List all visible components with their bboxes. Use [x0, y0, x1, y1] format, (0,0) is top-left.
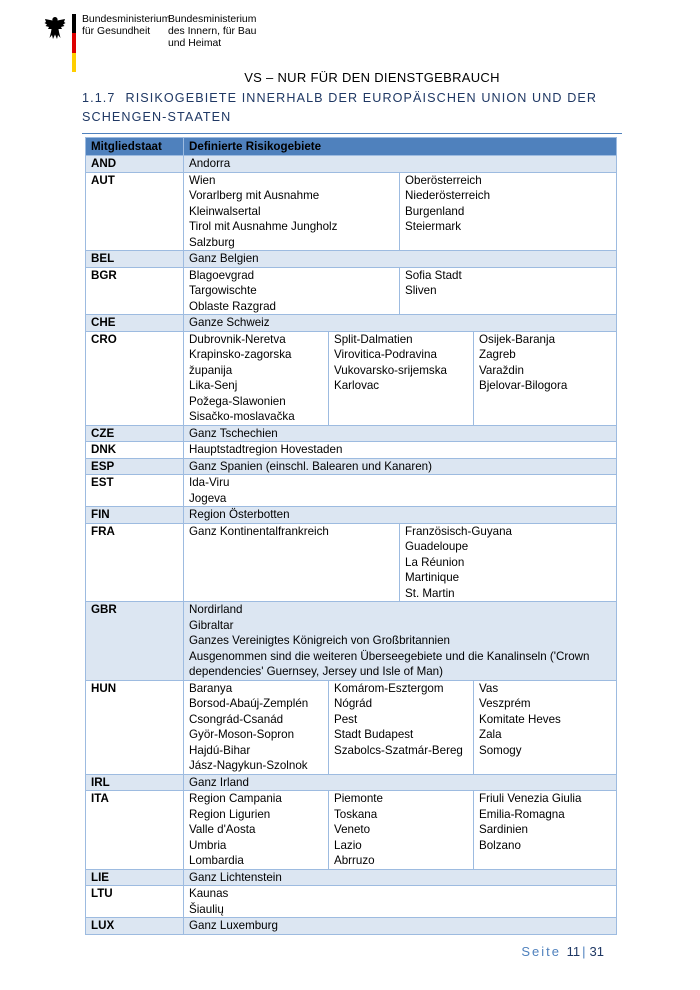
risk-area-entry: Vukovarsko-srijemska	[334, 363, 447, 377]
ministry-interior-line: Bundesministerium	[168, 14, 257, 25]
member-state-code: CHE	[86, 315, 184, 332]
risk-areas-cell	[184, 251, 617, 268]
risk-area-entry: Vorarlberg mit Ausnahme	[189, 189, 320, 202]
table-row	[86, 251, 617, 268]
risk-area-entry: Oberösterreich	[405, 173, 482, 187]
risk-area-entry: Ganz Spanien (einschl. Balearen und Kanaren)	[189, 459, 432, 473]
risk-area-entry: Varaždin	[479, 363, 524, 377]
risk-area-entry: Jogeva	[189, 491, 227, 505]
risk-area-entry: Baranya	[189, 681, 233, 695]
risk-area-entry: Ganz Belgien	[189, 252, 259, 265]
table-header-row	[86, 138, 617, 156]
table-row	[86, 172, 617, 251]
risk-area-entry: Ganz Irland	[189, 775, 249, 789]
table-row	[86, 869, 617, 886]
risk-area-entry: Niederösterreich	[405, 189, 491, 202]
table-row	[86, 442, 617, 459]
classification-notice: VS – NUR FÜR DEN DIENSTGEBRAUCH	[244, 70, 500, 85]
risk-area-entry: Györ-Moson-Sopron	[189, 728, 295, 741]
risk-area-column	[399, 268, 616, 315]
risk-area-column	[184, 791, 328, 869]
risk-area-entry: Lazio	[334, 838, 362, 852]
table-row	[86, 458, 617, 475]
risk-area-column	[328, 791, 473, 869]
risk-area-columns	[184, 268, 616, 315]
risk-areas-cell	[184, 331, 617, 425]
german-flag-bar	[72, 14, 76, 72]
risk-area-entry: Toskana	[334, 807, 378, 821]
risk-areas-cell	[184, 442, 617, 459]
risk-area-entry: Krapinsko-zagorska	[189, 348, 292, 361]
risk-areas-cell	[184, 315, 617, 332]
risk-area-entry: La Réunion	[405, 555, 465, 569]
risk-area-columns	[184, 173, 616, 251]
risk-area-entry: Ganzes Vereinigtes Königreich von Großbritannien	[189, 634, 451, 647]
risk-area-entry: Sardinien	[479, 823, 528, 836]
risk-area-table	[85, 137, 617, 935]
risk-area-entry: Ganz Luxemburg	[189, 919, 278, 932]
risk-areas-cell	[184, 458, 617, 475]
section-heading	[82, 89, 622, 134]
risk-area-entry: Abrruzo	[334, 854, 375, 867]
flag-black-stripe	[72, 14, 76, 33]
risk-areas-cell	[184, 918, 617, 935]
risk-area-entry: Tirol mit Ausnahme Jungholz	[189, 220, 338, 233]
risk-area-column	[328, 681, 473, 774]
risk-area-entry: Nógrád	[334, 697, 373, 710]
risk-area-column	[473, 791, 616, 869]
risk-area-entry: Sisačko-moslavačka	[189, 410, 295, 423]
risk-area-entry: Ganz Lichtenstein	[189, 870, 282, 884]
member-state-code: CRO	[86, 331, 184, 425]
risk-area-entry: Ganz Kontinentalfrankreich	[189, 524, 329, 538]
risk-area-entry: Szabolcs-Szatmár-Bereg	[334, 743, 463, 757]
ministry-health-line: Bundesministerium	[82, 14, 171, 25]
table-row	[86, 918, 617, 935]
member-state-code: AND	[86, 156, 184, 173]
risk-area-entry: Karlovac	[334, 379, 380, 392]
risk-area-entry: Martinique	[405, 571, 460, 584]
member-state-code: IRL	[86, 774, 184, 791]
risk-area-entry: županija	[189, 363, 233, 377]
risk-area-entry: Friuli Venezia Giulia	[479, 792, 582, 805]
risk-area-column	[184, 524, 399, 602]
section-title-line2: SCHENGEN-STAATEN	[82, 110, 232, 124]
risk-area-entry: Französisch-Guyana	[405, 524, 512, 538]
risk-area-entry: Salzburg	[189, 235, 235, 249]
table-row	[86, 523, 617, 602]
risk-area-entry: Ausgenommen sind die weiteren Überseegebiete und die Kanalinseln ('Crown dependencies' Guernsey, Jersey und Isle of Man)	[189, 649, 590, 678]
risk-area-entry: Veneto	[334, 823, 371, 836]
risk-areas-cell	[184, 267, 617, 315]
total-pages: 31	[589, 944, 604, 959]
risk-area-entry: Sliven	[405, 284, 437, 297]
risk-areas-cell	[184, 869, 617, 886]
current-page: 11	[566, 944, 581, 959]
risk-area-column	[328, 332, 473, 425]
risk-area-entry: Komárom-Esztergom	[334, 681, 444, 695]
table-row	[86, 331, 617, 425]
page-separator: |	[582, 944, 588, 959]
federal-eagle-icon	[44, 16, 66, 40]
risk-area-entry: Lombardia	[189, 854, 244, 867]
member-state-code: LTU	[86, 886, 184, 918]
member-state-code: FRA	[86, 523, 184, 602]
member-state-code: GBR	[86, 602, 184, 681]
risk-area-entry: Borsod-Abaúj-Zemplén	[189, 697, 309, 710]
risk-area-entry: Steiermark	[405, 220, 462, 233]
member-state-code: DNK	[86, 442, 184, 459]
risk-area-entry: Csongrád-Csanád	[189, 712, 284, 726]
risk-areas-cell	[184, 680, 617, 774]
table-row	[86, 886, 617, 918]
risk-area-entry: Virovitica-Podravina	[334, 348, 437, 361]
risk-area-entry: Pest	[334, 712, 358, 726]
risk-area-column	[184, 332, 328, 425]
risk-area-entry: Emilia-Romagna	[479, 807, 565, 821]
member-state-code: LIE	[86, 869, 184, 886]
risk-areas-cell	[184, 791, 617, 870]
risk-area-entry: Ganz Tschechien	[189, 426, 278, 440]
risk-areas-cell	[184, 774, 617, 791]
risk-area-entry: Gibraltar	[189, 618, 234, 632]
section-title-line1: RISIKOGEBIETE INNERHALB DER EUROPÄISCHEN UNION UND DER	[125, 91, 598, 105]
risk-area-entry: Umbria	[189, 838, 227, 852]
risk-area-entry: Targowischte	[189, 284, 257, 297]
risk-area-entry: Region Ligurien	[189, 807, 271, 821]
risk-area-entry: Sofia Stadt	[405, 268, 462, 282]
table-row	[86, 156, 617, 173]
member-state-code: LUX	[86, 918, 184, 935]
risk-area-column	[184, 173, 399, 251]
risk-area-entry: Ida-Viru	[189, 476, 230, 489]
table-row	[86, 680, 617, 774]
risk-areas-cell	[184, 475, 617, 507]
risk-area-entry: Zagreb	[479, 348, 516, 361]
risk-area-entry: Bjelovar-Bilogora	[479, 379, 568, 392]
risk-area-entry: Šiaulių	[189, 902, 224, 916]
risk-area-entry: Hauptstadtregion Hovestaden	[189, 443, 343, 456]
table-row	[86, 315, 617, 332]
member-state-code: ESP	[86, 458, 184, 475]
risk-area-column	[399, 173, 616, 251]
risk-area-columns	[184, 524, 616, 602]
table-row	[86, 475, 617, 507]
table-row	[86, 267, 617, 315]
risk-area-entry: Osijek-Baranja	[479, 332, 556, 346]
table-row	[86, 425, 617, 442]
risk-area-column	[399, 524, 616, 602]
risk-area-entry: Somogy	[479, 743, 522, 757]
risk-area-entry: Lika-Senj	[189, 379, 238, 392]
risk-area-columns	[184, 681, 616, 774]
risk-area-entry: Region Österbotten	[189, 508, 290, 521]
risk-area-entry: Hajdú-Bihar	[189, 743, 251, 757]
risk-area-entry: Valle d'Aosta	[189, 823, 256, 836]
member-state-code: BGR	[86, 267, 184, 315]
risk-areas-cell	[184, 156, 617, 173]
risk-area-entry: Veszprém	[479, 697, 531, 710]
ministry-interior-line: des Innern, für Bau	[168, 26, 257, 37]
ministry-interior-label	[168, 14, 256, 50]
risk-area-column	[473, 332, 616, 425]
page-number	[521, 944, 604, 959]
risk-area-entry: Kaunas	[189, 887, 229, 900]
table-row	[86, 507, 617, 524]
risk-area-entry: Dubrovnik-Neretva	[189, 332, 286, 346]
risk-area-columns	[184, 332, 616, 425]
risk-area-entry: Blagoevgrad	[189, 268, 255, 282]
member-state-code: BEL	[86, 251, 184, 268]
risk-area-column	[184, 268, 399, 315]
risk-area-entry: Andorra	[189, 157, 231, 170]
ministry-health-line: für Gesundheit	[82, 26, 151, 37]
table-row	[86, 774, 617, 791]
table-row	[86, 602, 617, 681]
section-number: 1.1.7	[82, 91, 116, 105]
risk-area-entry: Ganze Schweiz	[189, 316, 270, 329]
risk-areas-cell	[184, 507, 617, 524]
member-state-code: EST	[86, 475, 184, 507]
table-row	[86, 791, 617, 870]
risk-area-entry: St. Martin	[405, 586, 455, 600]
risk-area-entry: Kleinwalsertal	[189, 204, 261, 218]
risk-area-column	[473, 681, 616, 774]
risk-area-entry: Wien	[189, 173, 216, 187]
risk-areas-cell	[184, 523, 617, 602]
member-state-code: ITA	[86, 791, 184, 870]
member-state-code: CZE	[86, 425, 184, 442]
risk-area-entry: Požega-Slawonien	[189, 394, 286, 408]
page-word: Seite	[521, 944, 562, 959]
member-state-code: FIN	[86, 507, 184, 524]
risk-area-entry: Oblaste Razgrad	[189, 299, 276, 313]
flag-red-stripe	[72, 33, 76, 52]
risk-areas-cell	[184, 172, 617, 251]
ministry-health-label	[82, 14, 170, 38]
risk-areas-cell	[184, 425, 617, 442]
risk-area-column	[184, 681, 328, 774]
risk-area-entry: Jász-Nagykun-Szolnok	[189, 759, 308, 772]
risk-area-entry: Piemonte	[334, 792, 383, 805]
header-risk-areas: Definierte Risikogebiete	[184, 138, 617, 156]
header-member-state: Mitgliedstaat	[86, 138, 184, 156]
risk-area-entry: Burgenland	[405, 204, 465, 218]
risk-area-entry: Zala	[479, 728, 502, 741]
risk-area-entry: Split-Dalmatien	[334, 332, 413, 346]
risk-areas-cell	[184, 602, 617, 681]
ministry-interior-line: und Heimat	[168, 38, 222, 49]
risk-area-entry: Vas	[479, 681, 499, 695]
member-state-code: HUN	[86, 680, 184, 774]
document-header	[44, 14, 664, 85]
risk-area-entry: Nordirland	[189, 603, 243, 616]
risk-area-entry: Guadeloupe	[405, 540, 469, 553]
risk-area-columns	[184, 791, 616, 869]
member-state-code: AUT	[86, 172, 184, 251]
risk-area-entry: Stadt Budapest	[334, 728, 414, 741]
risk-table-body	[86, 156, 617, 935]
risk-areas-cell	[184, 886, 617, 918]
risk-area-entry: Region Campania	[189, 792, 282, 805]
risk-area-entry: Bolzano	[479, 838, 521, 852]
risk-area-entry: Komitate Heves	[479, 712, 561, 726]
